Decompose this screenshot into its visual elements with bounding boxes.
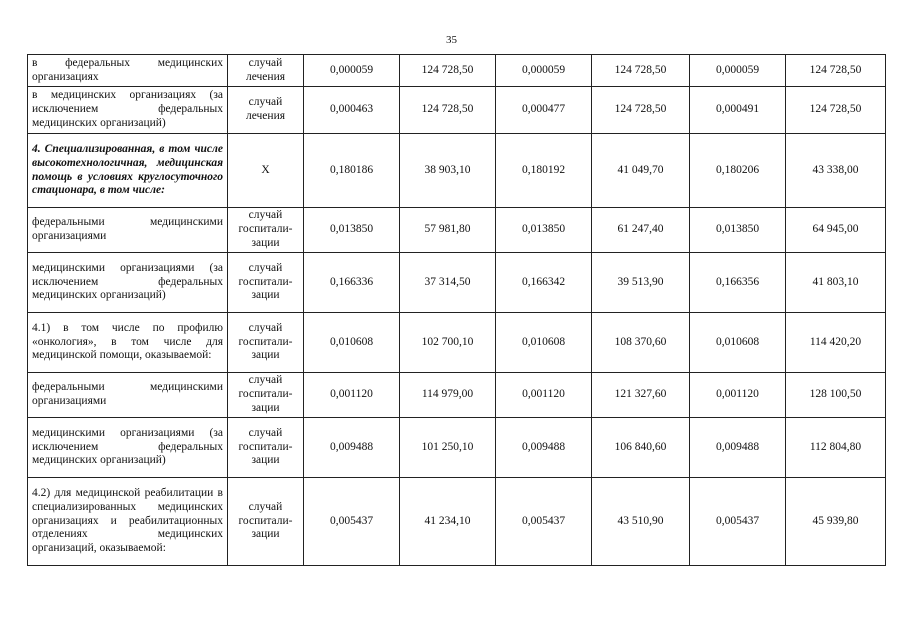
table-row [28, 55, 886, 87]
value-cell: 61 247,40 [592, 208, 690, 253]
row-description: медицинскими организациями (за исключением федеральных медицинских организаций) [28, 253, 228, 313]
value-cell: 0,013850 [304, 208, 400, 253]
value-cell: 0,005437 [304, 478, 400, 566]
value-cell: 0,001120 [496, 373, 592, 418]
value-cell: 0,001120 [690, 373, 786, 418]
row-unit: случай госпитали-зации [228, 313, 304, 373]
value-cell: 41 803,10 [786, 253, 886, 313]
value-cell: 124 728,50 [786, 87, 886, 134]
value-cell: 112 804,80 [786, 418, 886, 478]
value-cell: 0,005437 [690, 478, 786, 566]
table-row [28, 418, 886, 478]
value-cell: 0,000463 [304, 87, 400, 134]
value-cell: 124 728,50 [400, 55, 496, 87]
table-row [28, 208, 886, 253]
row-unit: случай госпитали-зации [228, 373, 304, 418]
value-cell: 124 728,50 [592, 55, 690, 87]
value-cell: 106 840,60 [592, 418, 690, 478]
table-row [28, 87, 886, 134]
value-cell: 39 513,90 [592, 253, 690, 313]
value-cell: 0,009488 [496, 418, 592, 478]
tariff-table [27, 54, 886, 566]
value-cell: 64 945,00 [786, 208, 886, 253]
value-cell: 114 420,20 [786, 313, 886, 373]
page-number: 35 [446, 34, 457, 46]
row-unit: случай госпитали-зации [228, 478, 304, 566]
value-cell: 0,009488 [304, 418, 400, 478]
row-description: в федеральных медицинских организациях [28, 55, 228, 87]
table-row [28, 313, 886, 373]
value-cell: 102 700,10 [400, 313, 496, 373]
row-description: 4. Специализированная, в том числе высокотехнологичная, медицинская помощь в условиях круглосуточного стационара, в том числе: [28, 134, 228, 208]
value-cell: 0,001120 [304, 373, 400, 418]
value-cell: 0,009488 [690, 418, 786, 478]
value-cell: 128 100,50 [786, 373, 886, 418]
value-cell: 0,005437 [496, 478, 592, 566]
value-cell: 0,010608 [496, 313, 592, 373]
table-row [28, 373, 886, 418]
value-cell: 0,013850 [496, 208, 592, 253]
row-unit: Х [228, 134, 304, 208]
row-unit: случай госпитали-зации [228, 418, 304, 478]
value-cell: 0,010608 [304, 313, 400, 373]
table-row [28, 478, 886, 566]
row-description: 4.2) для медицинской реабилитации в специализированных медицинских организациях и реабилитационных отделениях медицинских организаций, оказываемой: [28, 478, 228, 566]
row-description: 4.1) в том числе по профилю «онкология», в том числе для медицинской помощи, оказываемой: [28, 313, 228, 373]
value-cell: 124 728,50 [786, 55, 886, 87]
value-cell: 0,166342 [496, 253, 592, 313]
value-cell: 0,180206 [690, 134, 786, 208]
value-cell: 0,180192 [496, 134, 592, 208]
value-cell: 108 370,60 [592, 313, 690, 373]
value-cell: 0,000059 [304, 55, 400, 87]
value-cell: 0,013850 [690, 208, 786, 253]
value-cell: 41 049,70 [592, 134, 690, 208]
value-cell: 37 314,50 [400, 253, 496, 313]
value-cell: 0,166356 [690, 253, 786, 313]
value-cell: 101 250,10 [400, 418, 496, 478]
value-cell: 114 979,00 [400, 373, 496, 418]
row-description: медицинскими организациями (за исключением федеральных медицинских организаций) [28, 418, 228, 478]
value-cell: 43 338,00 [786, 134, 886, 208]
row-unit: случай лечения [228, 87, 304, 134]
row-description: федеральными медицинскими организациями [28, 373, 228, 418]
row-unit: случай госпитали-зации [228, 208, 304, 253]
value-cell: 0,000059 [690, 55, 786, 87]
value-cell: 0,000059 [496, 55, 592, 87]
value-cell: 38 903,10 [400, 134, 496, 208]
value-cell: 45 939,80 [786, 478, 886, 566]
value-cell: 0,180186 [304, 134, 400, 208]
row-description: в медицинских организациях (за исключением федеральных медицинских организаций) [28, 87, 228, 134]
value-cell: 0,000491 [690, 87, 786, 134]
row-unit: случай госпитали-зации [228, 253, 304, 313]
table-row [28, 134, 886, 208]
row-description: федеральными медицинскими организациями [28, 208, 228, 253]
value-cell: 43 510,90 [592, 478, 690, 566]
row-unit: случай лечения [228, 55, 304, 87]
value-cell: 124 728,50 [400, 87, 496, 134]
value-cell: 0,000477 [496, 87, 592, 134]
value-cell: 0,166336 [304, 253, 400, 313]
value-cell: 121 327,60 [592, 373, 690, 418]
value-cell: 41 234,10 [400, 478, 496, 566]
table-row [28, 253, 886, 313]
value-cell: 57 981,80 [400, 208, 496, 253]
value-cell: 124 728,50 [592, 87, 690, 134]
value-cell: 0,010608 [690, 313, 786, 373]
